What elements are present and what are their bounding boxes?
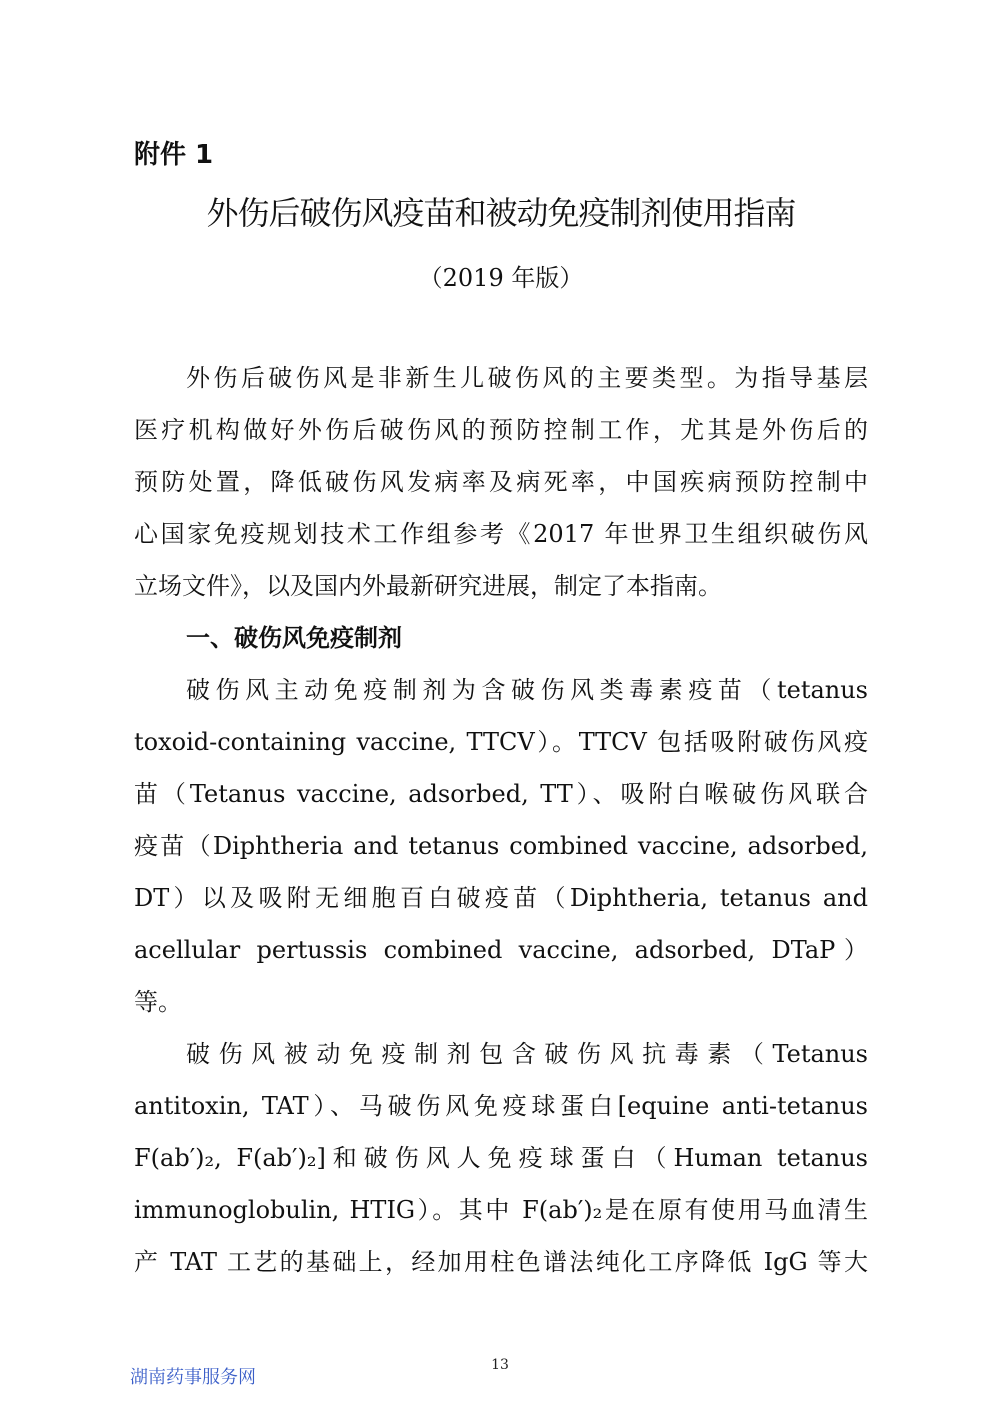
text-line: 医疗机构做好外伤后破伤风的预防控制工作，尤其是外伤后的 xyxy=(134,416,868,444)
text-line: 疫苗（Diphtheria and tetanus combined vaccine, adsorbed, xyxy=(134,832,868,860)
text-line: 苗（Tetanus vaccine, adsorbed, TT）、吸附白喉破伤风联合 xyxy=(134,780,868,808)
page-number: 13 xyxy=(491,1357,509,1373)
text-line: 破伤风主动免疫制剂为含破伤风类毒素疫苗（tetanus xyxy=(186,676,868,704)
watermark: 湖南药事服务网 xyxy=(130,1367,256,1388)
text-line: antitoxin, TAT）、马破伤风免疫球蛋白[equine anti-tetanus xyxy=(134,1092,868,1120)
section-heading: 一、破伤风免疫制剂 xyxy=(186,624,402,652)
text-line: toxoid-containing vaccine, TTCV）。TTCV 包括吸附破伤风疫 xyxy=(134,728,868,756)
text-line: 产 TAT 工艺的基础上，经加用柱色谱法纯化工序降低 IgG 等大 xyxy=(134,1248,868,1276)
text-line: acellular pertussis combined vaccine, adsorbed, DTaP） xyxy=(134,936,868,964)
attachment-label: 附件 1 xyxy=(134,140,214,170)
text-line: 预防处置，降低破伤风发病率及病死率，中国疾病预防控制中 xyxy=(134,468,868,496)
text-line: 心国家免疫规划技术工作组参考《2017 年世界卫生组织破伤风 xyxy=(134,520,868,548)
edition-label: （2019 年版） xyxy=(418,264,584,292)
text-line: F(ab′)₂, F(ab′)₂]和破伤风人免疫球蛋白（Human tetanus xyxy=(134,1144,868,1172)
text-line: DT）以及吸附无细胞百白破疫苗（Diphtheria, tetanus and xyxy=(134,884,868,912)
text-line: 外伤后破伤风是非新生儿破伤风的主要类型。为指导基层 xyxy=(186,364,868,392)
document-title: 外伤后破伤风疫苗和被动免疫制剂使用指南 xyxy=(206,194,796,232)
text-line: 立场文件》，以及国内外最新研究进展，制定了本指南。 xyxy=(134,572,722,600)
text-line: immunoglobulin, HTIG）。其中 F(ab′)₂是在原有使用马血清生 xyxy=(134,1196,868,1224)
text-line: 等。 xyxy=(134,988,182,1016)
text-line: 破伤风被动免疫制剂包含破伤风抗毒素（Tetanus xyxy=(186,1040,868,1068)
